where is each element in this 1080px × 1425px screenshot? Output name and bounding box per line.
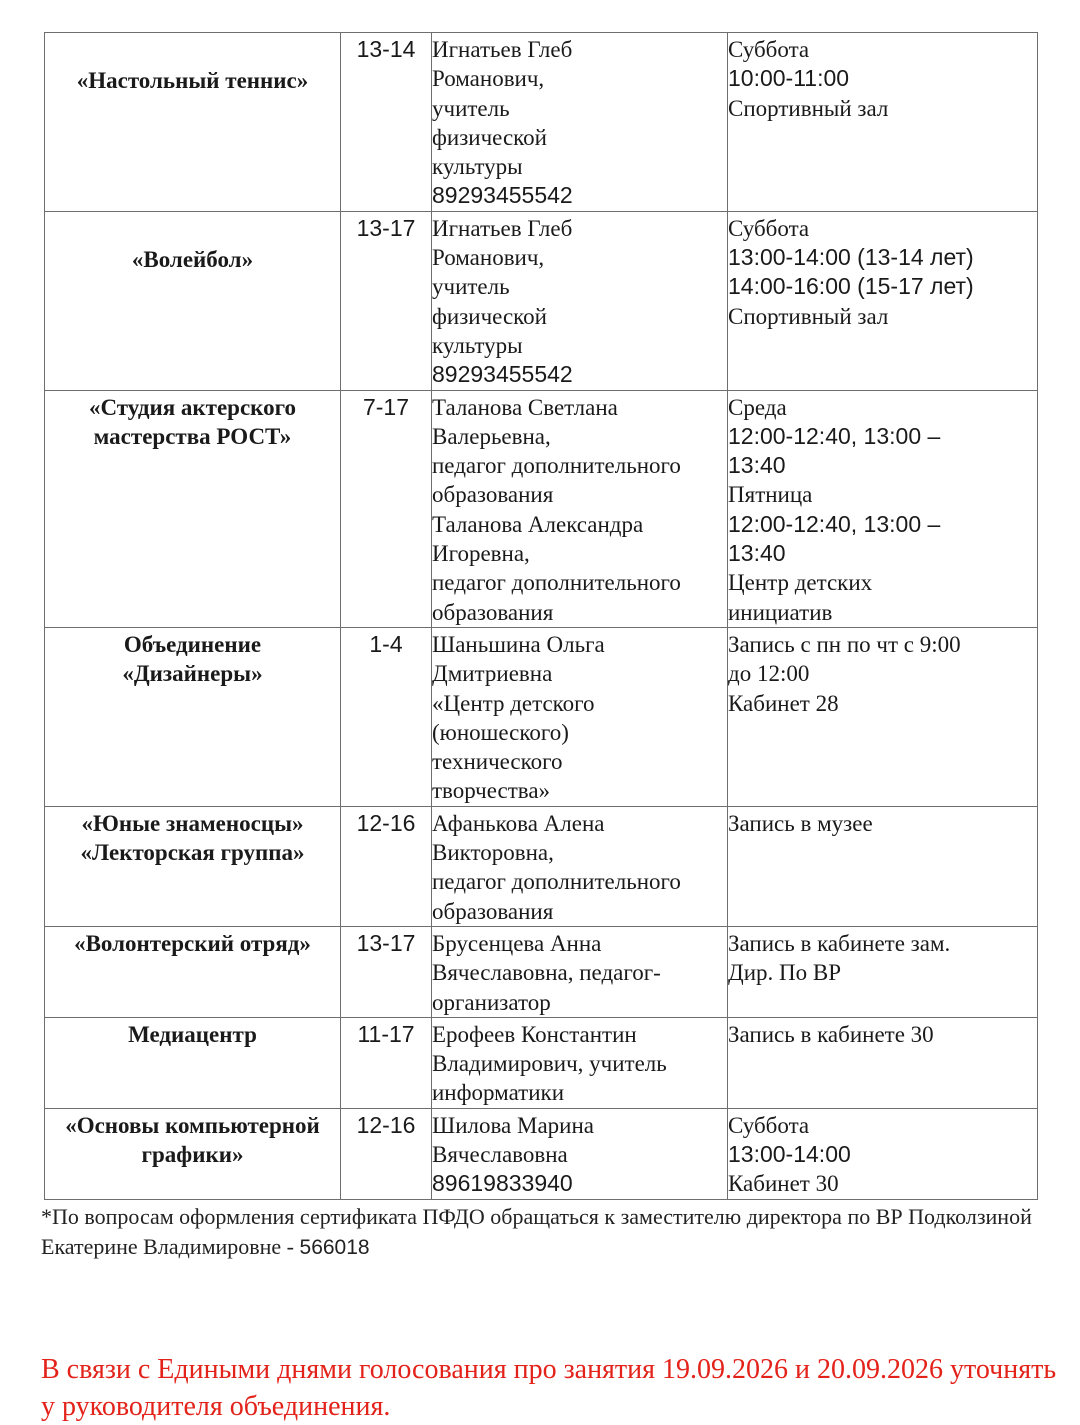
teacher-info-line: Романович, (432, 245, 545, 271)
teacher-info-line: Игнатьев Глеб (432, 37, 573, 62)
table-row (45, 390, 1038, 627)
teacher-info-line: Владимирович, учитель (432, 1051, 667, 1077)
teacher-info-line: Дмитриевна (432, 661, 553, 687)
club-name-cell (45, 33, 341, 212)
schedule-info-line: 13:00-14:00 (13-14 лет) (728, 244, 974, 271)
teacher-info-line: образования (432, 599, 554, 625)
teacher-info-line: физической (432, 124, 547, 150)
age-range: 13-17 (341, 926, 432, 1017)
teacher-info-line: Игоревна, (432, 541, 530, 567)
teacher-info-line: Шилова Марина (432, 1112, 594, 1138)
club-name: Объединение «Дизайнеры» (122, 631, 263, 687)
schedule-info-line: 12:00-12:40, 13:00 – (728, 422, 941, 449)
teacher-info-line: творчества» (432, 778, 551, 804)
table-row (45, 926, 1038, 1017)
schedule-info-line: до 12:00 (728, 661, 810, 687)
schedule-info-line: 13:40 (728, 452, 786, 479)
table-row (45, 211, 1038, 390)
schedule-info-line: Спортивный зал (728, 303, 889, 329)
club-name-cell (45, 1108, 341, 1199)
age-range: 12-16 (341, 806, 432, 926)
schedule-info-line: 10:00-11:00 (728, 65, 850, 92)
age-range: 12-16 (341, 1108, 432, 1199)
schedule-info-line: Кабинет 30 (728, 1171, 839, 1197)
teacher-info-line: учитель (432, 95, 510, 121)
teacher-info-line: педагог дополнительного (432, 453, 681, 479)
teacher-info-line: Викторовна, (432, 840, 554, 866)
teacher-info-line: учитель (432, 274, 510, 300)
teacher-info (432, 1108, 728, 1199)
teacher-info (432, 211, 728, 390)
teacher-info-line: «Центр детского (432, 690, 595, 716)
table-row (45, 806, 1038, 926)
table-row (45, 1108, 1038, 1199)
teacher-info-line: Таланова Александра (432, 511, 644, 537)
teacher-info-line: Ерофеев Константин (432, 1021, 637, 1047)
schedule-info-line: Запись в кабинете зам. (728, 930, 951, 956)
schedule-info (728, 806, 1038, 926)
club-name-cell (45, 211, 341, 390)
teacher-info-line: Вячеславовна, педагог- (432, 960, 661, 986)
club-name: «Основы компьютерной графики» (65, 1112, 320, 1167)
teacher-info-line: физической (432, 303, 547, 329)
footnote-text: *По вопросам оформления сертификата ПФДО обращаться к заместителю директора по ВР Подколзиной Екатерине Владимировне - (41, 1204, 1032, 1259)
club-name-cell (45, 806, 341, 926)
schedule-info (728, 390, 1038, 627)
schedule-info-line: Запись в кабинете 30 (728, 1021, 934, 1047)
club-name-cell (45, 926, 341, 1017)
teacher-info (432, 627, 728, 806)
club-name-cell (45, 627, 341, 806)
teacher-info-line: технического (432, 749, 563, 775)
table-row (45, 33, 1038, 212)
schedule-info (728, 627, 1038, 806)
schedule-info-line: 12:00-12:40, 13:00 – (728, 510, 941, 537)
schedule-info-line: Запись с пн по чт с 9:00 (728, 631, 961, 657)
teacher-info (432, 806, 728, 926)
schedule-info (728, 1017, 1038, 1108)
teacher-info (432, 390, 728, 627)
schedule-info-line: Суббота (728, 215, 810, 241)
schedule-info (728, 211, 1038, 390)
teacher-info (432, 1017, 728, 1108)
schedule-info-line: 14:00-16:00 (15-17 лет) (728, 273, 974, 300)
schedule-info-line: 13:40 (728, 540, 786, 567)
schedule-info-line: Запись в музее (728, 810, 873, 836)
club-name: Медиацентр (128, 1021, 257, 1047)
club-name-cell (45, 390, 341, 627)
schedule-info-line: Среда (728, 394, 787, 420)
teacher-info-line: организатор (432, 989, 551, 1015)
age-range: 7-17 (341, 390, 432, 627)
teacher-info-line: Таланова Светлана (432, 394, 618, 420)
schedule-info-line: Суббота (728, 37, 810, 62)
teacher-info-line: культуры (432, 154, 523, 180)
schedule-info-line: Спортивный зал (728, 95, 889, 121)
teacher-info-line: Валерьевна, (432, 423, 551, 449)
teacher-info-line: 89619833940 (432, 1170, 573, 1197)
teacher-info-line: Брусенцева Анна (432, 930, 602, 956)
teacher-info-line: Афанькова Алена (432, 810, 605, 836)
table-row (45, 1017, 1038, 1108)
teacher-info-line: Вячеславовна (432, 1141, 568, 1167)
schedule-info-line: 13:00-14:00 (728, 1140, 851, 1167)
teacher-info-line: образования (432, 482, 554, 508)
schedule-info-line: Пятница (728, 482, 813, 508)
teacher-info-line: информатики (432, 1080, 565, 1106)
age-range: 1-4 (341, 627, 432, 806)
teacher-info-line: (юношеского) (432, 719, 569, 745)
club-name: «Волонтерский отряд» (74, 930, 311, 956)
teacher-info-line: Шаньшина Ольга (432, 631, 605, 657)
age-range: 13-14 (341, 33, 432, 212)
teacher-info-line: педагог дополнительного (432, 869, 681, 895)
footnote (41, 1202, 1041, 1263)
club-name-cell (45, 1017, 341, 1108)
voting-notice: В связи с Едиными днями голосования про занятия 19.09.2026 и 20.09.2026 уточнять у руководителя объединения. (41, 1354, 1057, 1422)
age-range: 11-17 (341, 1017, 432, 1108)
teacher-info (432, 926, 728, 1017)
footnote-phone: 566018 (299, 1236, 370, 1259)
schedule-info (728, 33, 1038, 212)
teacher-info-line: культуры (432, 332, 523, 358)
age-range: 13-17 (341, 211, 432, 390)
teacher-info-line: образования (432, 898, 554, 924)
schedule-info (728, 926, 1038, 1017)
teacher-info-line: 89293455542 (432, 182, 573, 209)
table-row (45, 627, 1038, 806)
teacher-info (432, 33, 728, 212)
club-name: «Юные знаменосцы» «Лекторская группа» (80, 810, 305, 866)
club-name: «Волейбол» (131, 246, 254, 272)
club-name: «Студия актерского мастерства РОСТ» (88, 394, 296, 449)
teacher-info-line: Игнатьев Глеб (432, 215, 573, 241)
schedule-info (728, 1108, 1038, 1199)
teacher-info-line: 89293455542 (432, 361, 573, 388)
club-name: «Настольный теннис» (76, 68, 309, 93)
schedule-info-line: Суббота (728, 1112, 810, 1138)
teacher-info-line: Романович, (432, 66, 545, 92)
teacher-info-line: педагог дополнительного (432, 570, 681, 596)
schedule-info-line: Кабинет 28 (728, 690, 839, 716)
schedule-info-line: инициатив (728, 599, 833, 625)
schedule-info-line: Центр детских (728, 570, 873, 596)
schedule-info-line: Дир. По ВР (728, 960, 841, 986)
schedule-table (44, 32, 1038, 1200)
